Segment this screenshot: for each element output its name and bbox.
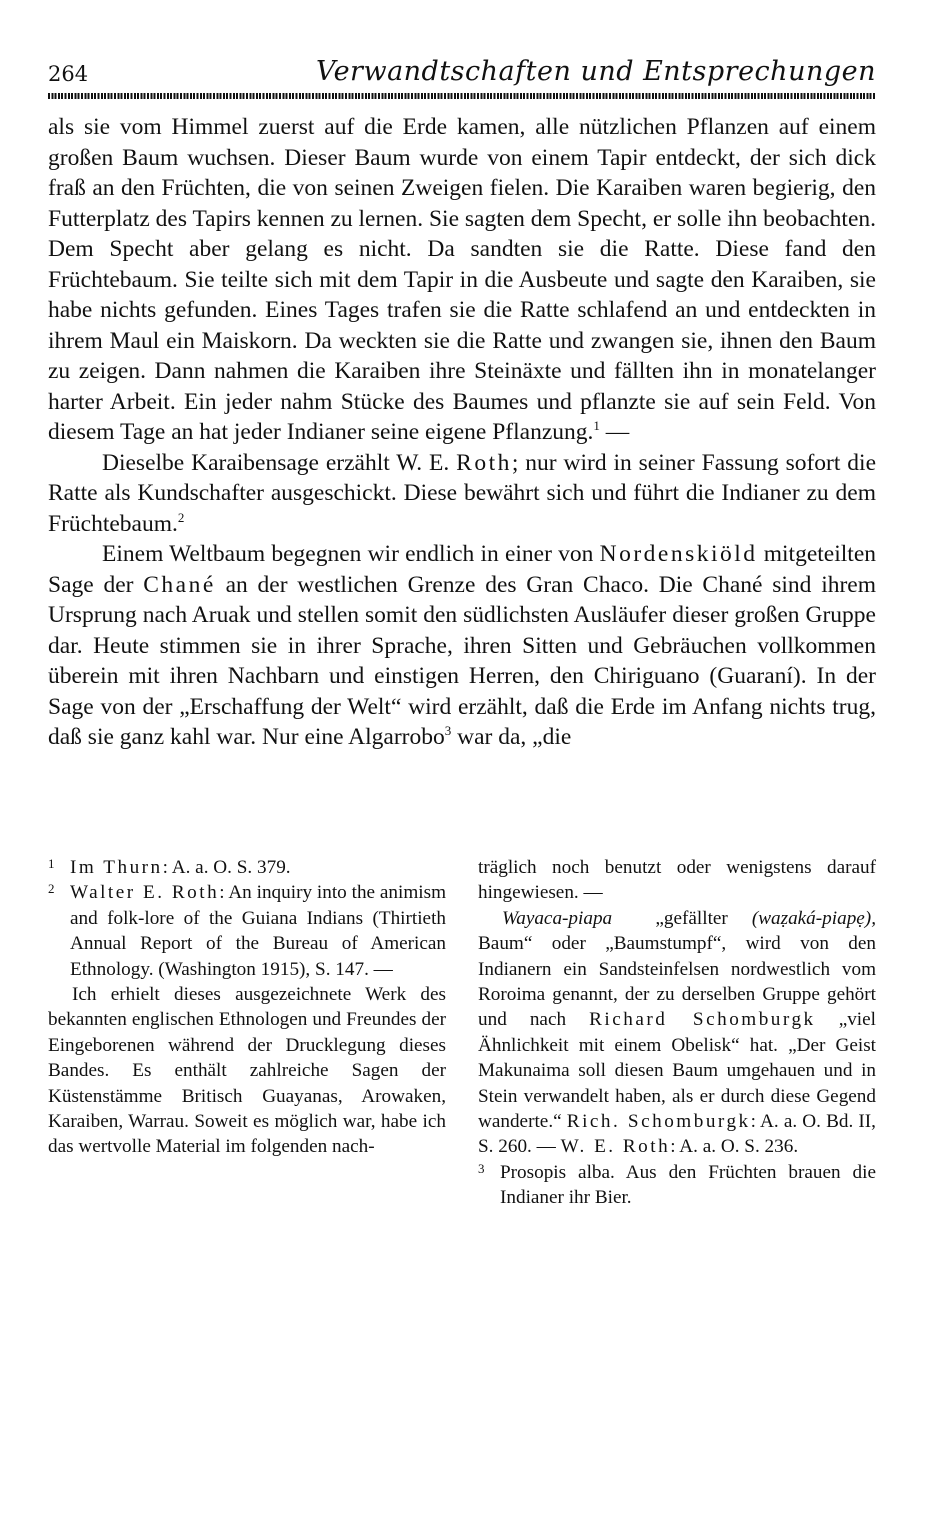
paragraph-2-text-b: ; nur wird in seiner Fassung sofort die Ratte als Kundschafter ausgeschickt. Diese bewährt sich und führt die Indianer zu dem Früchtebaum.	[48, 449, 877, 537]
paragraph-3-text-d: war da, „die	[451, 724, 572, 750]
wayaca-text-a: „gefällter Baum“ oder „Baumstumpf“, wird von den Indianern ein Sandsteinfelsen nordwestlich vom Roroima genannt, der zu derselben Gruppe gehört und nach	[478, 907, 876, 1031]
paragraph-3-text-a: Einem Weltbaum begegnen wir endlich in einer von	[102, 541, 600, 567]
header-rule	[48, 93, 876, 99]
wayaca-text-b: „viel Ähnlichkeit mit einem Obelisk“ hat. „Der Geist Makunaima soll diesen Baum umgehauen und in Stein verwandelt haben, als er durch diese Gegend wanderte.“	[478, 1009, 876, 1133]
paragraph-3-text-b: mitgeteilten Sage der	[48, 541, 876, 598]
footnote-2-continued: träglich noch benutzt oder wenigstens darauf hingewiesen. —	[478, 857, 876, 904]
footnote-ref-2: 2	[177, 509, 185, 525]
paragraph-2-text-a: Dieselbe Karaibensage erzählt W. E.	[102, 449, 457, 476]
wayaca-text-c: : A. a. O. Bd. II, S. 260. —	[478, 1111, 876, 1158]
footnote-2-author: Walter E. Roth	[70, 882, 220, 904]
author-name-schomburgk: Richard Schomburgk	[589, 1009, 816, 1031]
tribe-name-chane: Chané	[143, 571, 216, 598]
footnote-3-number: 3	[478, 1160, 485, 1176]
paragraph-2	[48, 448, 876, 540]
footnote-1	[48, 855, 446, 880]
author-name-nordenskiold: Nordenskiöld	[599, 541, 758, 567]
wayaca-text-d: : A. a. O. S. 236.	[670, 1136, 799, 1158]
footnote-1-number: 1	[48, 856, 55, 871]
main-text	[48, 112, 876, 753]
footnote-1-text: : A. a. O. S. 379.	[162, 857, 291, 878]
citation-roth: W. E. Roth	[560, 1136, 671, 1158]
footnote-3	[478, 1160, 876, 1211]
page-header	[48, 52, 876, 96]
footnote-1-author: Im Thurn	[70, 857, 163, 878]
running-head: Verwandtschaften und Entsprechungen	[316, 56, 876, 87]
book-page	[48, 52, 877, 1209]
paragraph-3-text-c: an der westlichen Grenze des Gran Chaco. Die Chané sind ihrem Ursprung nach Aruak und stellen somit den südlichsten Ausläufer dieser großen Gruppe dar. Heute stimmen sie in ihrer Sprache, ihren Sitten und Gebräuchen vollkommen überein mit ihren Nachbarn und einstigen Herren, den Chiriguano (Guaraní). In der Sage von der „Erschaffung der Welt“ wird erzählt, daß die Erde im Anfang nichts trug, daß sie ganz kahl war. Nur eine Algarrobo	[48, 571, 877, 750]
footnote-2-wayaca-piapa	[478, 906, 876, 1160]
footnote-2-continuation: Ich erhielt dieses ausgezeichnete Werk des bekannten englischen Ethnologen und Freundes der Eingeborenen während der Drucklegung dieses Bandes. Es enthält zahlreiche Sagen der Küstenstämme Britisch Guayanas, Arowaken, Karaiben, Warrau. Soweit es möglich war, habe ich das wertvolle Material im folgenden nach-	[48, 984, 446, 1158]
term-wayaca-piapa: Wayaca-piapa	[502, 907, 613, 929]
term-variant: (waẓaká-piapẹ),	[751, 907, 876, 929]
footnotes-left-column	[48, 855, 446, 1160]
paragraph-3	[48, 539, 876, 753]
page-number: 264	[48, 62, 89, 86]
footnote-2	[48, 880, 446, 982]
paragraph-1-tail: —	[599, 419, 630, 445]
footnotes-right-column	[478, 855, 876, 1211]
footnote-ref-1: 1	[593, 418, 600, 433]
citation-schomburgk: Rich. Schomburgk	[566, 1111, 751, 1133]
author-name-roth: Roth	[456, 449, 512, 476]
footnote-2-number: 2	[48, 881, 55, 897]
paragraph-1-text: als sie vom Himmel zuerst auf die Erde kamen, alle nützlichen Pflanzen auf einem großen Baum wuchsen. Dieser Baum wurde von einem Tapir entdeckt, der sich dick fraß an den Früchten, die von seinen Zweigen fielen. Die Karaiben waren begierig, den Futterplatz des Tapirs kennen zu lernen. Sie sagten dem Specht, er solle ihn beobachten. Dem Specht aber gelang es nicht. Da sandten sie die Ratte. Diese fand den Früchtebaum. Sie teilte sich mit dem Tapir in die Ausbeute und sagte den Karaiben, sie habe nichts gefunden. Eines Tages trafen sie die Ratte schlafend an und entdeckten in ihrem Maul ein Maiskorn. Da weckten sie die Ratte und zwangen sie, ihnen den Baum zu zeigen. Dann nahmen die Karaiben ihre Steinäxte und fällten ihn in monatelanger harter Arbeit. Ein jeder nahm Stücke des Baumes und pflanzte sie auf sein Feld. Von diesem Tage an hat jeder Indianer seine eigene Pflanzung.	[48, 114, 877, 445]
footnote-ref-3: 3	[444, 723, 452, 738]
paragraph-1	[48, 112, 876, 448]
footnote-3-text: Prosopis alba. Aus den Früchten brauen die Indianer ihr Bier.	[500, 1161, 876, 1209]
footnote-2-text: : An inquiry into the animism and folk-lore of the Guiana Indians (Thirtieth Annual Report of the Bureau of American Ethnology. (Washington 1915), S. 147. —	[70, 882, 446, 980]
